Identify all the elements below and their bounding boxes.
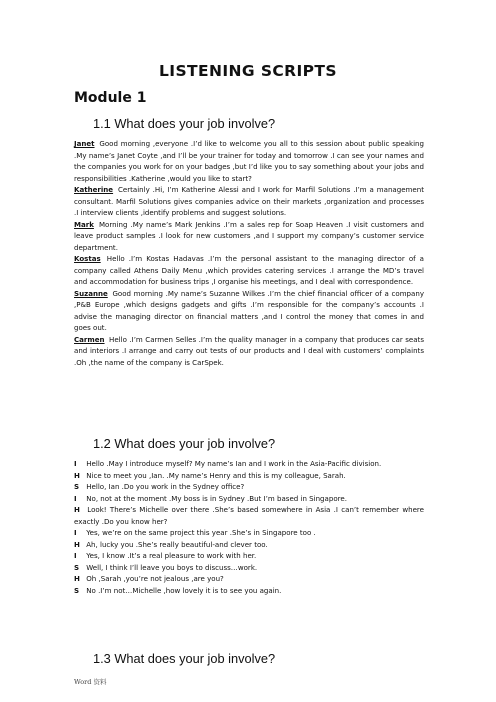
- script-paragraph: [74, 138, 424, 184]
- speaker-text: Certainly .Hi, I’m Katherine Alessi and I work for Marfil Solutions .I’m a management consultant. Marfil Solutions gives companies advice on their markets ,organization and processes .I interview clients ,identify problems and suggest solutions.: [74, 185, 424, 217]
- speaker-text: Hello, Ian .Do you work in the Sydney office?: [84, 482, 245, 491]
- speaker-name: Carmen: [74, 334, 105, 344]
- speaker-name: Suzanne: [74, 288, 108, 298]
- section-heading-1-1: 1.1 What does your job involve?: [93, 116, 276, 131]
- speaker-text: Hello .I’m Kostas Hadavas .I’m the personal assistant to the managing director of a company called Athens Daily Menu ,which provides catering services .I arrange the MD’s travel and accommodation for business trips ,I organise his meetings, and I deal with correspondence.: [74, 254, 424, 286]
- speaker-text: Yes, we’re on the same project this year .She’s in Singapore too .: [84, 528, 316, 537]
- speaker-name: S: [74, 585, 80, 595]
- dialogue-line: [74, 504, 424, 527]
- speaker-text: Good morning ,everyone .I’d like to welcome you all to this session about public speaking .My name’s Janet Coyte ,and I’ll be your trainer for today and tomorrow .I can see your names and the companies you work for on your badges ,but I’d like you to say something about your jobs and responsibilities .Katherine ,would you like to start?: [74, 139, 424, 183]
- dialogue-line: [74, 481, 424, 493]
- document-title: LISTENING SCRIPTS: [159, 62, 337, 80]
- speaker-name: H: [74, 505, 80, 514]
- dialogue-line: [74, 585, 424, 597]
- section-heading-1-2: 1.2 What does your job involve?: [93, 436, 276, 451]
- speaker-text: Hello .I’m Carmen Selles .I’m the quality manager in a company that produces car seats and interiors .I arrange and carry out tests of our products and I deal with customers’ complaints .Oh ,the name of the company is CarSpek.: [74, 334, 424, 367]
- speaker-name: Mark: [74, 219, 94, 229]
- speaker-text: Oh ,Sarah ,you’re not jealous ,are you?: [84, 574, 224, 583]
- page-footer: Word 资料: [74, 678, 107, 686]
- speaker-name: S: [74, 482, 80, 491]
- script-paragraph: [74, 288, 424, 334]
- script-paragraph: [74, 184, 424, 219]
- speaker-name: H: [74, 470, 80, 480]
- speaker-text: Nice to meet you ,Ian. .My name’s Henry and this is my colleague, Sarah.: [84, 470, 346, 480]
- dialogue-line: [74, 527, 424, 539]
- script-paragraph: [74, 253, 424, 288]
- speaker-name: Janet: [74, 139, 95, 148]
- dialogue-line: [74, 539, 424, 551]
- script-paragraph: [74, 334, 424, 369]
- speaker-text: Well, I think I’ll leave you boys to discuss…work.: [84, 562, 258, 572]
- dialogue-line: [74, 562, 424, 574]
- script-paragraph: [74, 219, 424, 254]
- speaker-name: H: [74, 574, 80, 583]
- speaker-text: Good morning .My name’s Suzanne Wilkes .I’m the chief financial officer of a company ,P&B Europe ,which designs gadgets and gifts .I’m responsible for the company’s accounts .I advise the managing director on financial matters ,and I control the money that comes in and goes out.: [74, 288, 424, 332]
- dialogue-line: [74, 550, 424, 562]
- section-1-1-body: [74, 138, 424, 368]
- speaker-name: I: [74, 459, 77, 468]
- speaker-text: No, not at the moment .My boss is in Sydney .But I’m based in Singapore.: [84, 493, 347, 503]
- speaker-text: Yes, I know .It’s a real pleasure to work with her.: [84, 551, 257, 560]
- speaker-name: H: [74, 539, 80, 549]
- speaker-text: Look! There’s Michelle over there .She’s based somewhere in Asia .I can’t remember where exactly .Do you know her?: [74, 505, 424, 526]
- speaker-name: Kostas: [74, 254, 101, 263]
- dialogue-line: [74, 470, 424, 482]
- speaker-name: I: [74, 551, 77, 560]
- dialogue-line: [74, 573, 424, 585]
- module-heading: Module 1: [74, 90, 147, 106]
- speaker-name: Katherine: [74, 185, 114, 194]
- speaker-name: I: [74, 493, 77, 503]
- dialogue-line: [74, 493, 424, 505]
- speaker-text: Morning .My name’s Mark Jenkins .I’m a sales rep for Soap Heaven .I visit customers and leave product samples .I look for new customers ,and I support my company’s customer service department.: [74, 219, 424, 252]
- speaker-text: Hello .May I introduce myself? My name’s Ian and I work in the Asia-Pacific division.: [84, 459, 382, 468]
- speaker-text: No .I’m not…Michelle ,how lovely it is to see you again.: [84, 585, 282, 595]
- section-1-2-body: [74, 458, 424, 596]
- speaker-text: Ah, lucky you .She’s really beautiful-and clever too.: [84, 539, 268, 549]
- speaker-name: I: [74, 528, 77, 537]
- section-heading-1-3: 1.3 What does your job involve?: [93, 651, 276, 666]
- speaker-name: S: [74, 562, 80, 572]
- dialogue-line: [74, 458, 424, 470]
